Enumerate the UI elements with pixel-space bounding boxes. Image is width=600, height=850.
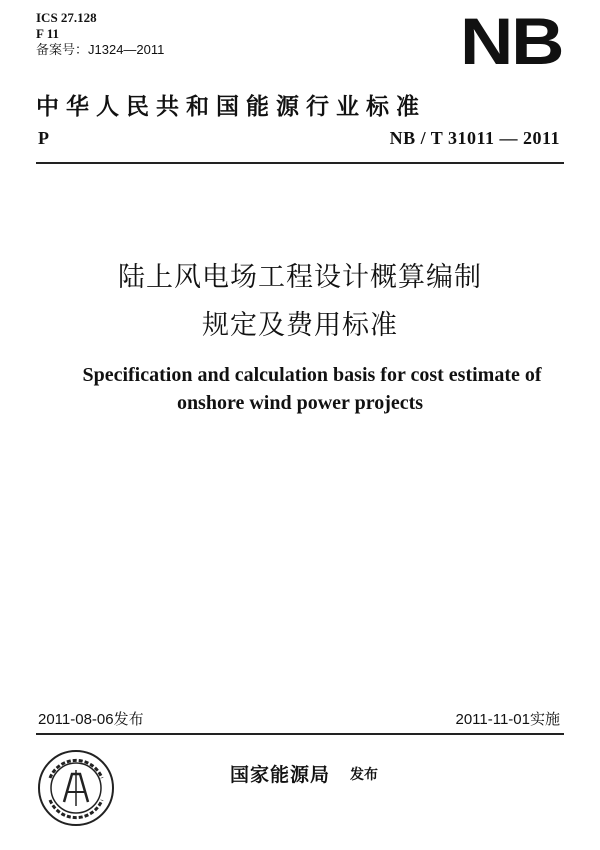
title-en-line1: Specification and calculation basis for cost estimate of (82, 364, 542, 386)
standard-number: NB / T 31011 — 2011 (389, 128, 560, 148)
classification-code: P (38, 128, 49, 148)
ccs-code: F 11 (36, 26, 59, 41)
ics-code: ICS 27.128 (36, 10, 97, 25)
title-en-line2: onshore wind power projects (176, 392, 424, 414)
record-number: 备案号：J1324—2011 (36, 42, 165, 57)
issuer-line: 中华人民共和国能源行业标准 (36, 93, 426, 120)
nb-logo: NB (459, 4, 562, 78)
publisher-seal-icon (36, 748, 116, 828)
bottom-rule (36, 733, 564, 735)
top-rule (36, 162, 564, 164)
implementation-date: 2011-11-01实施 (455, 711, 560, 728)
title-cn-line2: 规定及费用标准 (202, 310, 398, 341)
title-cn-line1: 陆上风电场工程设计概算编制 (118, 262, 482, 293)
publisher-name: 国家能源局 (230, 764, 331, 786)
issue-date: 2011-08-06发布 (38, 711, 144, 728)
publish-label: 发布 (350, 766, 378, 782)
